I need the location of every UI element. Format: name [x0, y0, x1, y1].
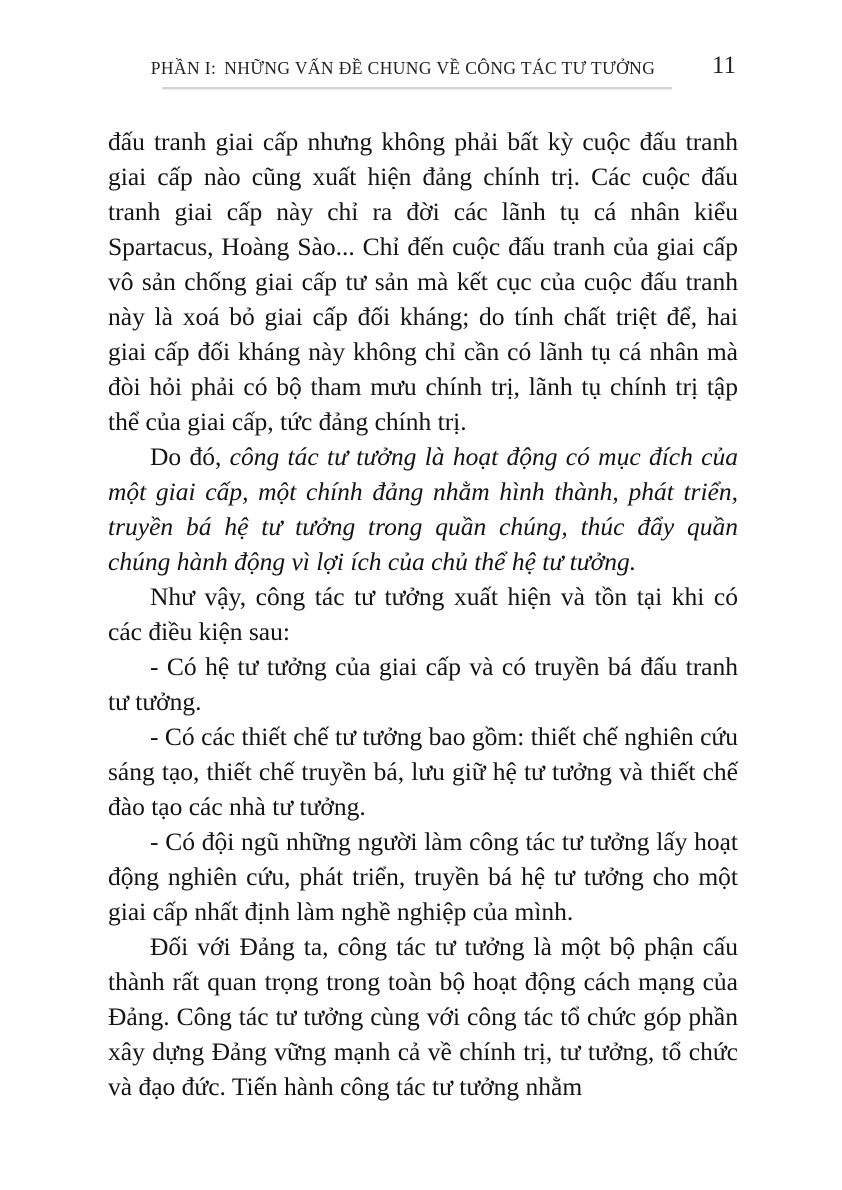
page-body: [108, 124, 738, 1104]
paragraph: [108, 929, 738, 1104]
paragraph: [108, 719, 738, 824]
text-run: - Có các thiết chế tư tưởng bao gồm: thiết chế nghiên cứu sáng tạo, thiết chế truyền bá, lưu giữ hệ tư tưởng và thiết chế đào tạo các nhà tư tưởng.: [108, 722, 738, 821]
text-run: Đối với Đảng ta, công tác tư tưởng là một bộ phận cấu thành rất quan trọng trong toàn bộ hoạt động cách mạng của Đảng. Công tác tư tưởng cùng với công tác tổ chức góp phần xây dựng Đảng vững mạnh cả về chính trị, tư tưởng, tổ chức và đạo đức. Tiến hành công tác tư tưởng nhằm: [108, 932, 738, 1101]
page-header: [108, 52, 738, 94]
text-run: Như vậy, công tác tư tưởng xuất hiện và tồn tại khi có các điều kiện sau:: [108, 582, 738, 646]
emphasized-text-run: công tác tư tưởng là hoạt động có mục đích của một giai cấp, một chính đảng nhằm hình thành, phát triển, truyền bá hệ tư tưởng trong quần chúng, thúc đẩy quần chúng hành động vì lợi ích của chủ thể hệ tư tưởng.: [108, 442, 738, 576]
text-run: Do đó,: [150, 442, 230, 471]
section-label: PHẦN I:: [150, 58, 217, 78]
running-title: [108, 58, 698, 79]
text-run: đấu tranh giai cấp nhưng không phải bất kỳ cuộc đấu tranh giai cấp nào cũng xuất hiện đảng chính trị. Các cuộc đấu tranh giai cấp này chỉ ra đời các lãnh tụ cá nhân kiểu Spartacus, Hoàng Sào... Chỉ đến cuộc đấu tranh của giai cấp vô sản chống giai cấp tư sản mà kết cục của cuộc đấu tranh này là xoá bỏ giai cấp đối kháng; do tính chất triệt để, hai giai cấp đối kháng này không chỉ cần có lãnh tụ cá nhân mà đòi hỏi phải có bộ tham mưu chính trị, lãnh tụ chính trị tập thể của giai cấp, tức đảng chính trị.: [108, 127, 738, 436]
paragraph: [108, 124, 738, 439]
paragraph: [108, 439, 738, 579]
paragraph: [108, 824, 738, 929]
text-run: - Có hệ tư tưởng của giai cấp và có truyền bá đấu tranh tư tưởng.: [108, 652, 738, 716]
header-rule: [162, 87, 672, 90]
paragraph: [108, 649, 738, 719]
chapter-title: NHỮNG VẤN ĐỀ CHUNG VỀ CÔNG TÁC TƯ TƯỞNG: [224, 58, 656, 78]
text-run: - Có đội ngũ những người làm công tác tư tưởng lấy hoạt động nghiên cứu, phát triển, truyền bá hệ tư tưởng cho một giai cấp nhất định làm nghề nghiệp của mình.: [108, 827, 738, 926]
paragraph: [108, 579, 738, 649]
page-number: 11: [711, 52, 736, 79]
